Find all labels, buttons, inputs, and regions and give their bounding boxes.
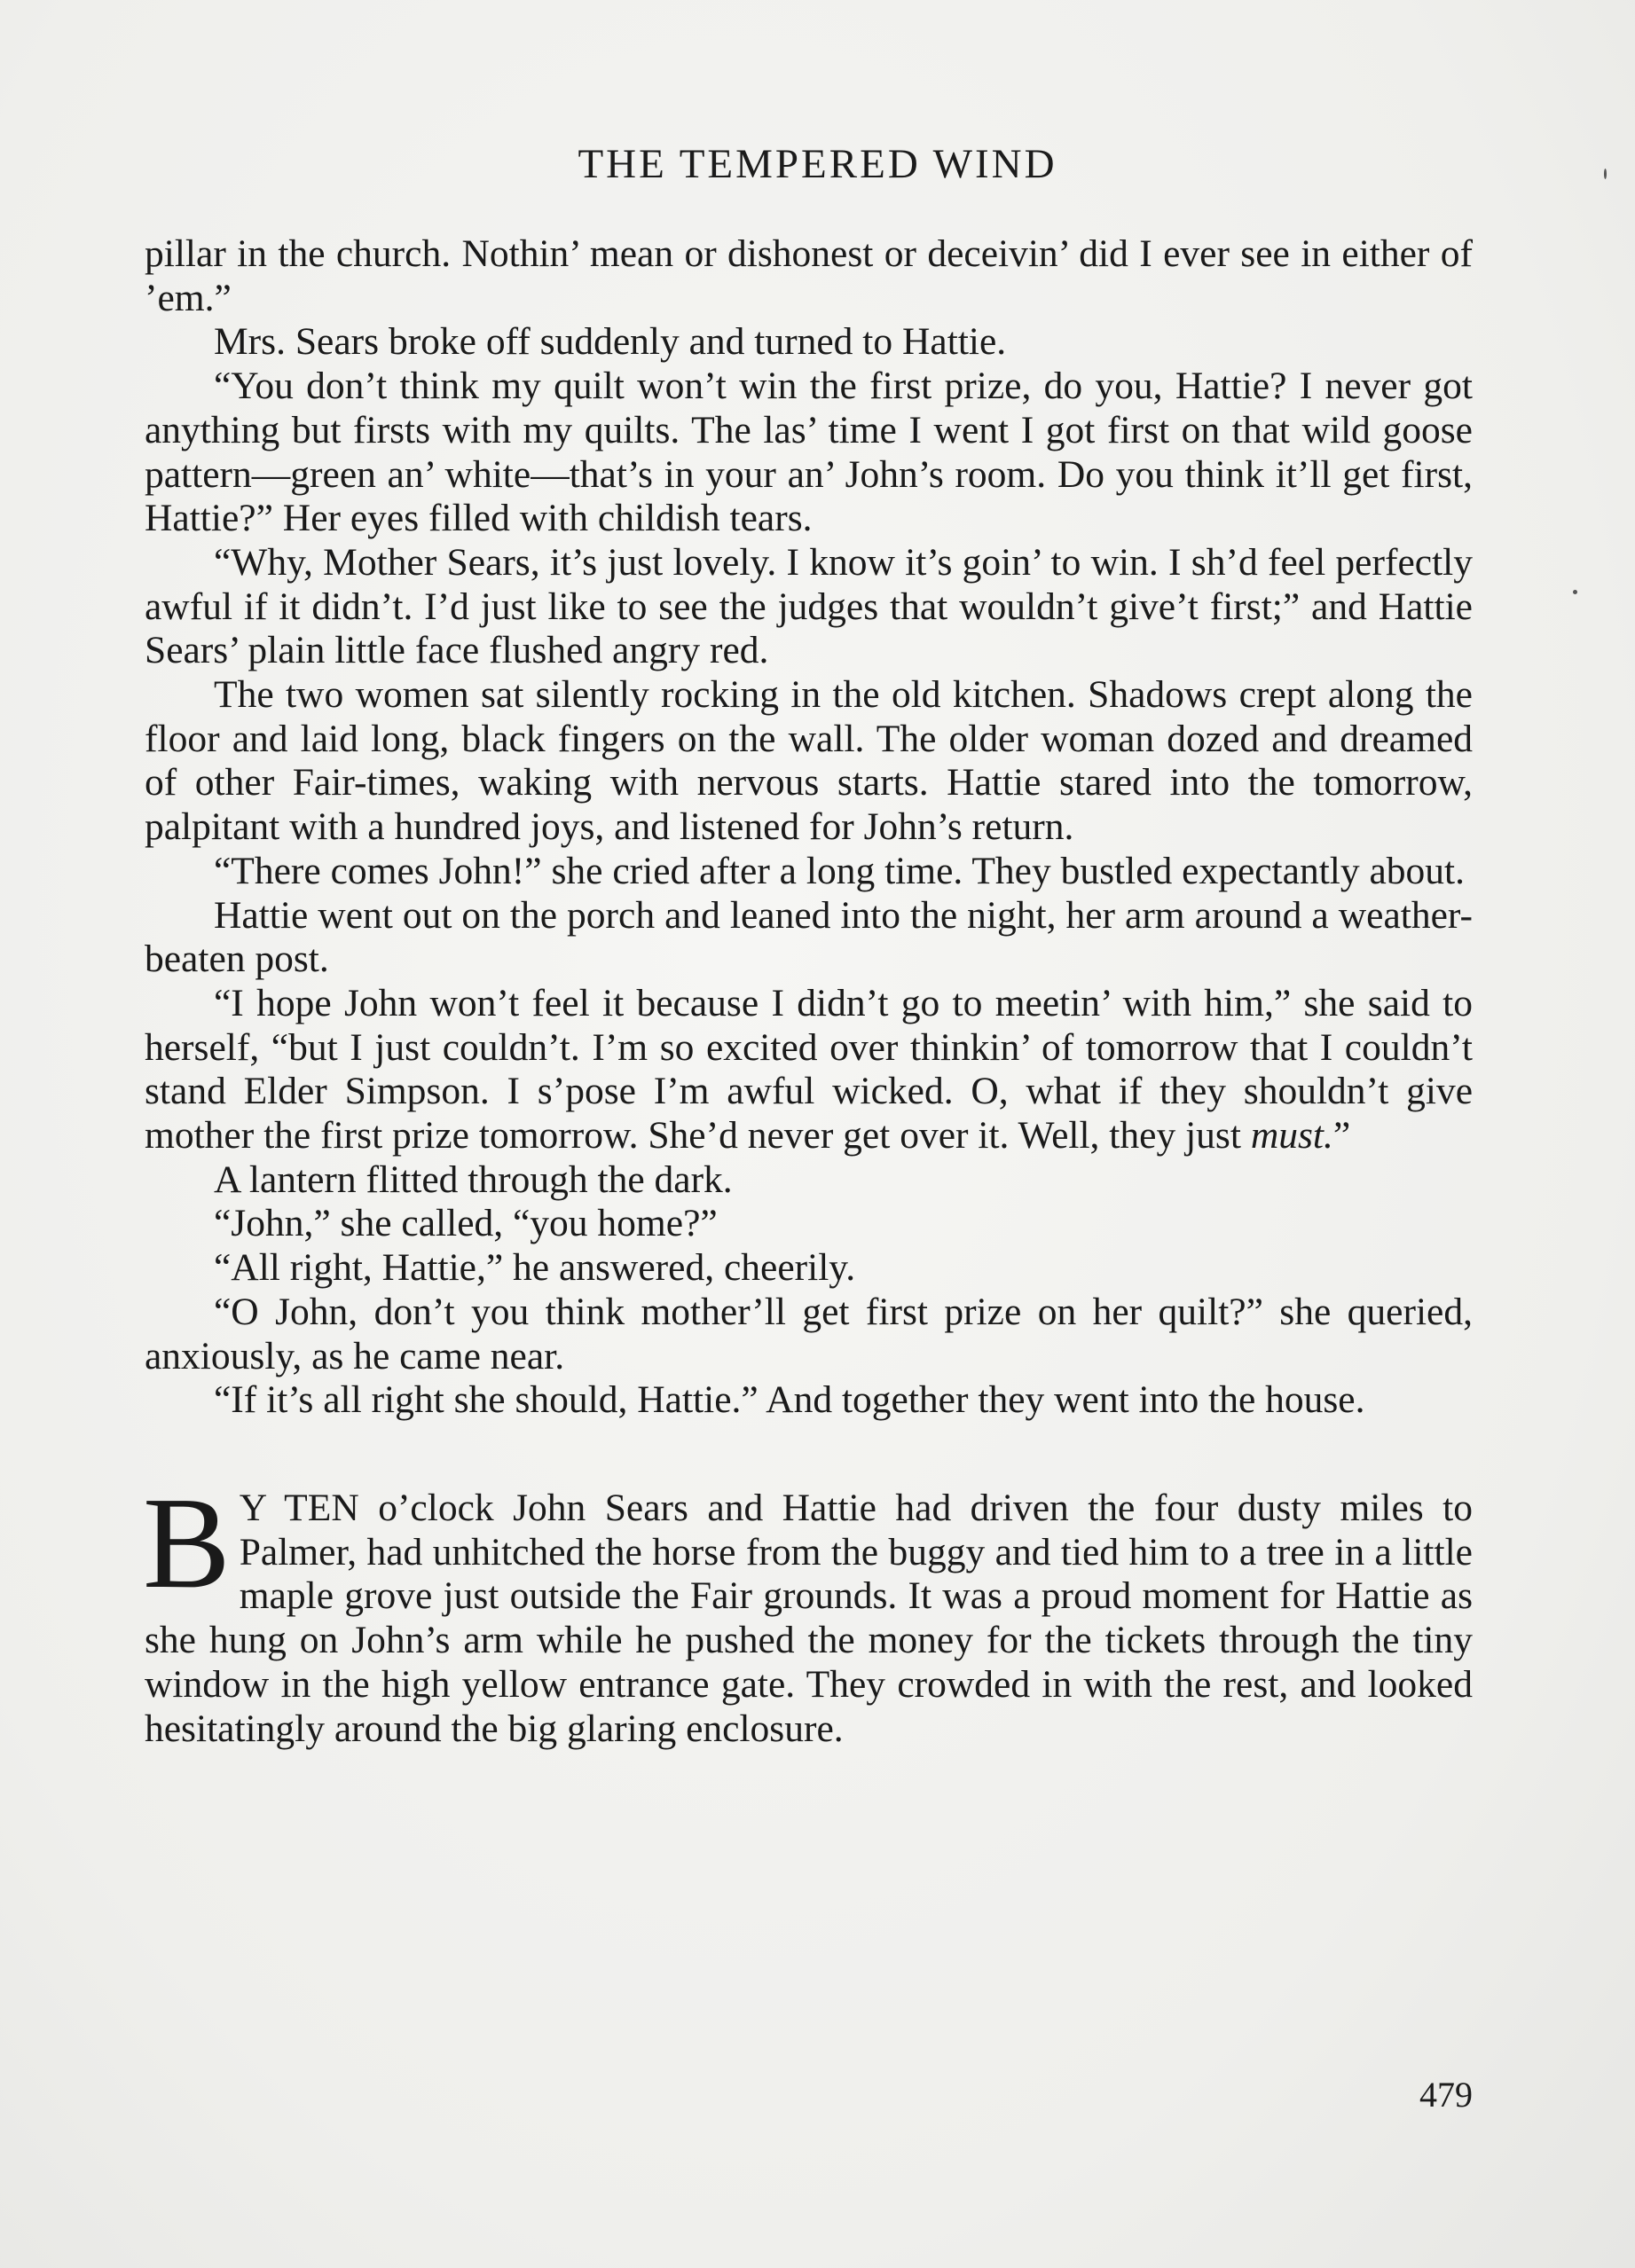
- paragraph: “There comes John!” she cried after a long time. They bustled expectantly about.: [214, 849, 1466, 892]
- paragraph-with-emphasis: [145, 982, 1473, 1158]
- emphasis-word: must.: [1250, 1114, 1333, 1158]
- paragraph-text: “I hope John won’t feel it because I didn’t go to meetin’ with him,” she said to herself, “but I just couldn’t. I’m so excited over thinkin’ of tomorrow that I couldn’t stand Elder Simpson. I s’pose I’m awful wicked. O, what if they shouldn’t give mother the first prize tomorrow. She’d never get over it. Well, they just: [145, 981, 1473, 1158]
- paragraph: “O John, don’t you think mother’ll get first prize on her quilt?” she queried, anxiously, as he came near.: [145, 1290, 1473, 1377]
- section-opening-paragraph: [143, 1470, 1473, 1751]
- paragraph: “All right, Hattie,” he answered, cheerily.: [214, 1246, 856, 1290]
- running-head: THE TEMPERED WIND: [578, 141, 1057, 187]
- paragraph: “You don’t think my quilt won’t win the first prize, do you, Hattie? I never got anything but firsts with my quilts. The las’ time I went I got first on that wild goose pattern—green an’ white—that’s in your an’ John’s room. Do you think it’ll get first, Hattie?” Her eyes filled with childish tears.: [145, 365, 1473, 540]
- paragraph: A lantern flitted through the dark.: [214, 1158, 733, 1201]
- drop-cap: B: [143, 1470, 231, 1616]
- paragraph: “John,” she called, “you home?”: [214, 1202, 718, 1245]
- paragraph-text: Y TEN o’clock John Sears and Hattie had driven the four dusty miles to Palmer, had unhitched the horse from the buggy and tied him to a tree in a little maple grove just outside the Fair grounds. It was a proud moment for Hattie as she hung on John’s arm while he pushed the money for the tickets through the tiny window in the high yellow entrance gate. They crowded in with the rest, and looked hesitatingly around the big glaring enclosure.: [145, 1486, 1473, 1750]
- paragraph: pillar in the church. Nothin’ mean or dishonest or deceivin’ did I ever see in either of ’em.”: [145, 232, 1473, 319]
- paragraph: “Why, Mother Sears, it’s just lovely. I know it’s goin’ to win. I sh’d feel perfectly awful if it didn’t. I’d just like to see the judges that wouldn’t give’t first;” and Hattie Sears’ plain little face flushed angry red.: [145, 540, 1473, 672]
- paragraph: The two women sat silently rocking in the old kitchen. Shadows crept along the floor and laid long, black fingers on the wall. The older woman dozed and dreamed of other Fair-times, waking with nervous starts. Hattie stared into the tomorrow, palpitant with a hundred joys, and listened for John’s return.: [145, 673, 1473, 849]
- page-number: 479: [1419, 2075, 1473, 2115]
- closing-quote: ”: [1332, 1114, 1351, 1158]
- print-speck: [1604, 169, 1607, 179]
- paragraph: Mrs. Sears broke off suddenly and turned to Hattie.: [214, 320, 1007, 364]
- paragraph: Hattie went out on the porch and leaned into the night, her arm around a weather-beaten post.: [145, 893, 1473, 981]
- section-break: [145, 1423, 1473, 1487]
- body-text: [145, 232, 1473, 1751]
- print-speck: [1573, 590, 1577, 594]
- paragraph: “If it’s all right she should, Hattie.” And together they went into the house.: [214, 1378, 1365, 1422]
